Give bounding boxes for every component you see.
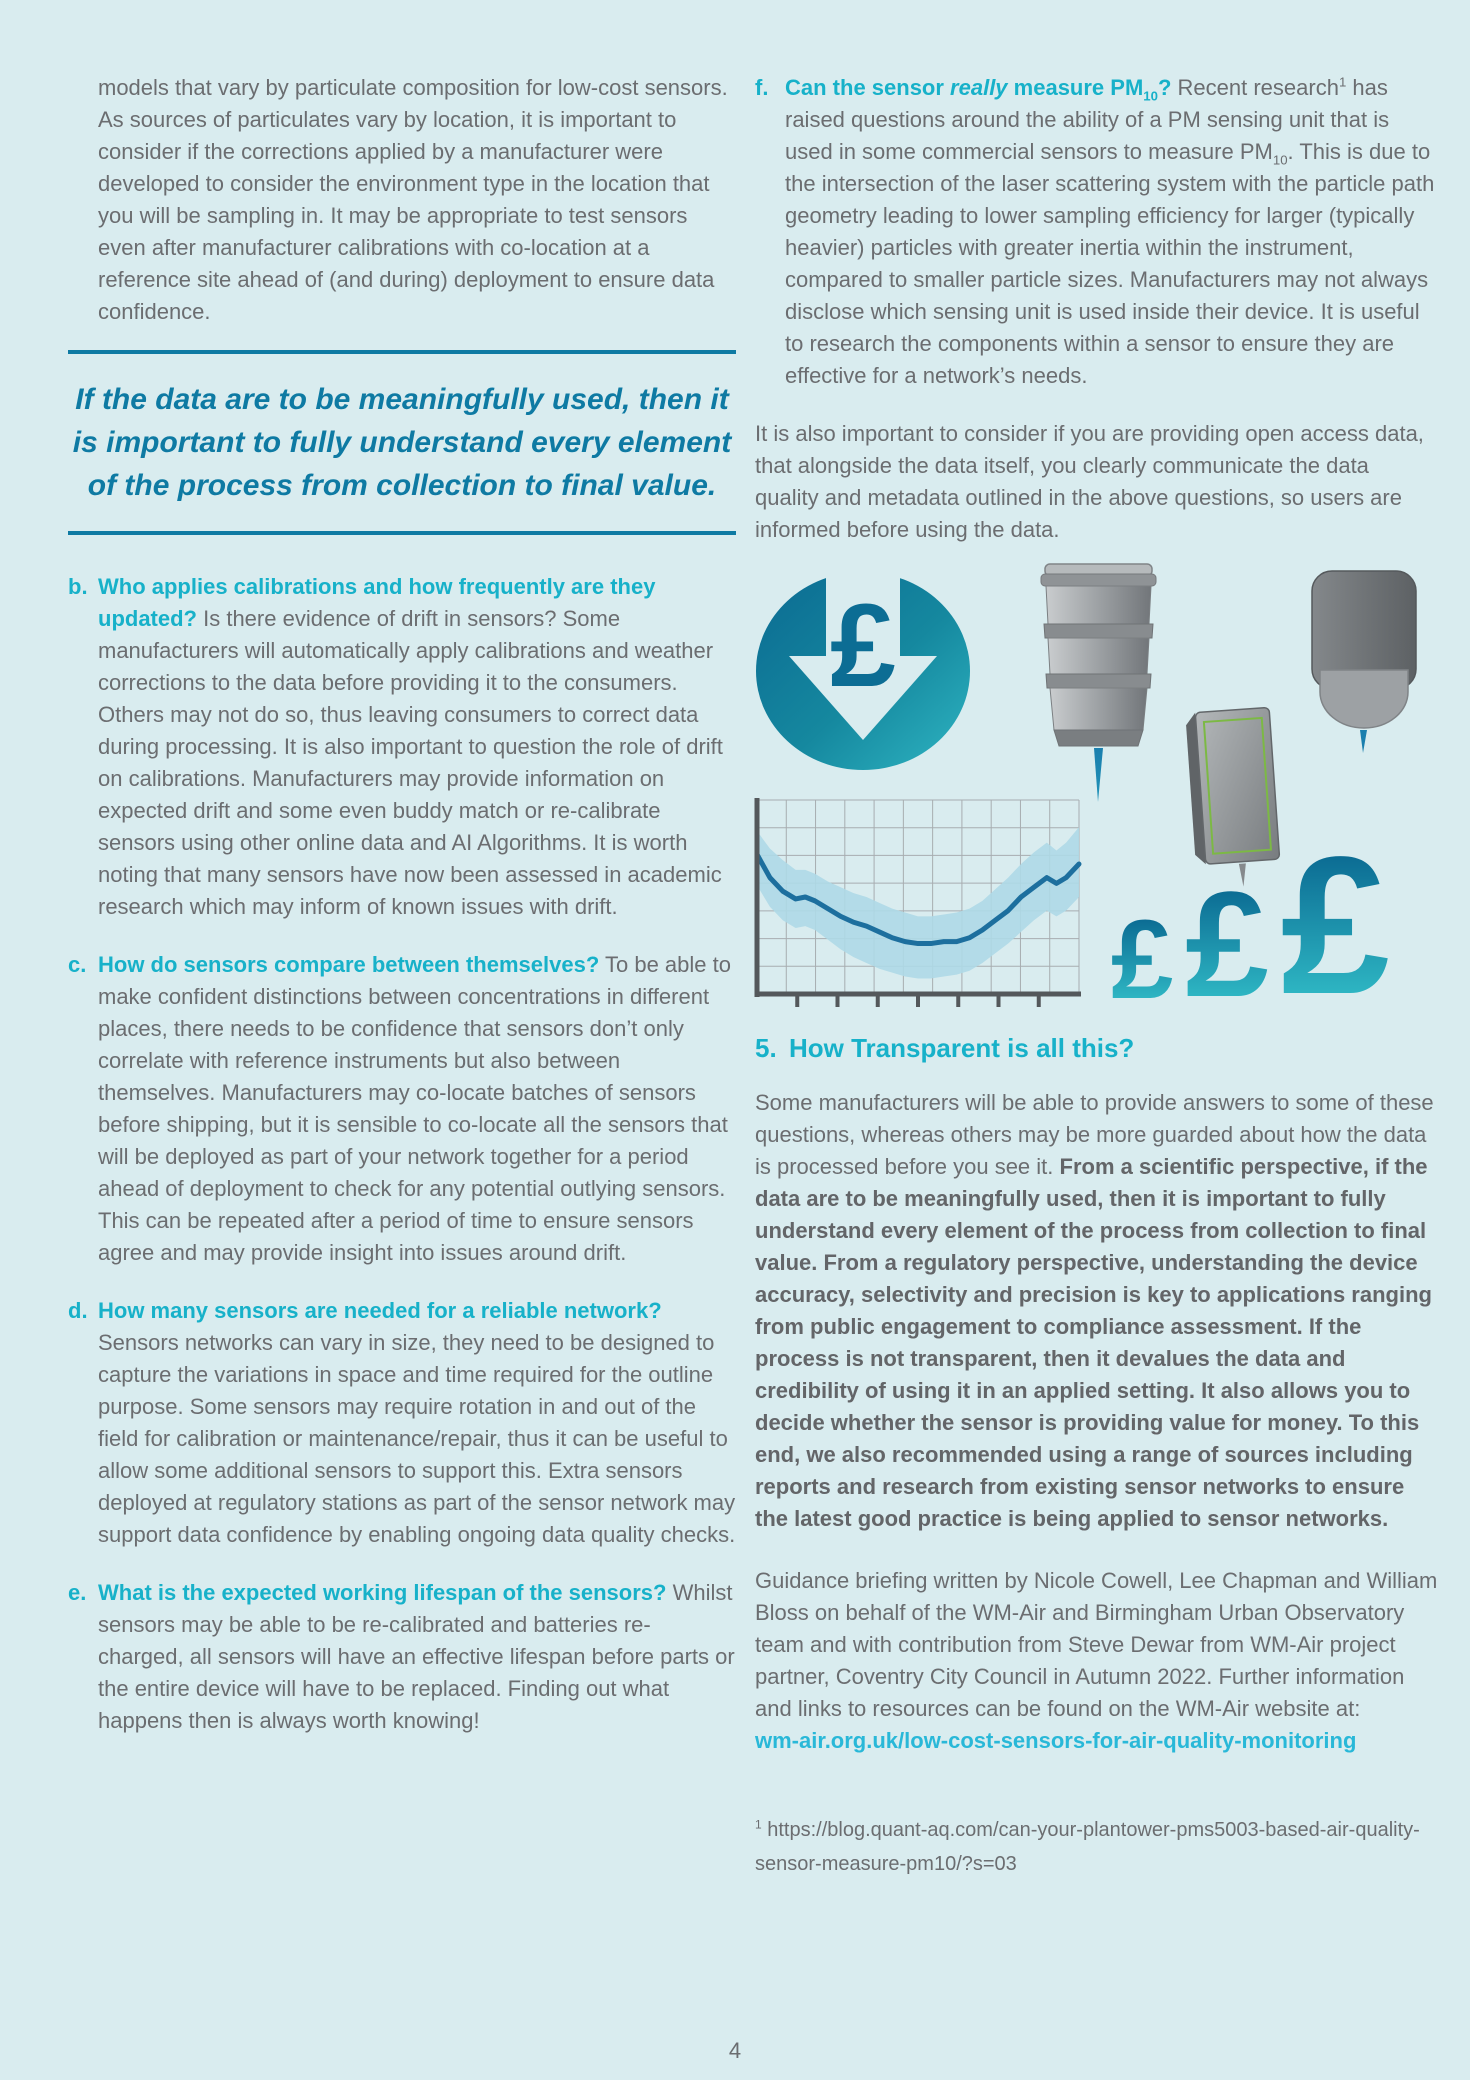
section-5-body: Some manufacturers will be able to provide answers to some of these questions, whereas others may be more guarded about how the data is processed before you see it. From a scientific perspective, if the data are to be meaningfully used, then it is important to fully understand every element of the process from collection to final value. From a regulatory perspective, understanding the device accuracy, selectivity and precision is key to applications ranging from public engagement to compliance assessment. If the process is not transparent, then it devalues the data and credibility of using it in an applied setting. It also allows you to decide whether the sensor is providing value for money. To this end, we also recommended using a range of sources including reports and research from existing sensor networks to ensure the latest good practice is being applied to sensor networks. bbox=[755, 1089, 1434, 1531]
item-body: Recent research$^1$ has raised questions around the ability of a PM sensing unit that is used in some commercial sensors to measure $PM_{10}$. This is due to the intersection of the laser scattering system with the particle path geometry leading to lower sampling efficiency for larger (typically heavier) particles with greater inertia within the instrument, compared to smaller particle sizes. Manufacturers may not always disclose which sensing unit is used inside their device. It is useful to research the components within a sensor to ensure they are effective for a network’s needs. bbox=[785, 74, 1435, 388]
list-item-b bbox=[68, 571, 736, 923]
pound-symbols-group bbox=[1111, 816, 1390, 1036]
item-body: Whilst sensors may be able to be re-calibrated and batteries re-charged, all sensors will have an effective lifespan before parts or the entire device will have to be replaced. Finding out what happens then is always worth knowing! bbox=[98, 1580, 735, 1733]
item-heading: How many sensors are needed for a reliable network? bbox=[98, 1298, 662, 1323]
item-body: Sensors networks can vary in size, they need to be designed to capture the variations in space and time required for the outline purpose. Some sensors may require rotation in and out of the field for calibration or maintenance/repair, thus it can be useful to allow some additional sensors to support this. Extra sensors deployed at regulatory stations as part of the sensor network may support data confidence by enabling ongoing data quality checks. bbox=[98, 1330, 736, 1547]
item-marker: b. bbox=[68, 574, 88, 599]
sensor-spike bbox=[1360, 730, 1367, 753]
pound-sign: £ bbox=[830, 580, 896, 712]
item-marker: c. bbox=[68, 952, 87, 977]
footnote-number: 1 bbox=[755, 1816, 762, 1831]
pound-price-drop-icon bbox=[753, 570, 973, 772]
item-body: Is there evidence of drift in sensors? Some manufacturers will automatically apply calibrations and weather corrections to the data before providing it to the consumers. Others may not do so, thus leaving consumers to correct data during processing. It is also important to question the role of drift on calibrations. Manufacturers may provide information on expected drift and some even buddy match or re-calibrate sensors using other online data and AI Algorithms. It is worth noting that many sensors have now been assessed in academic research which may inform of known issues with drift. bbox=[98, 606, 723, 919]
item-heading: What is the expected working lifespan of the sensors? bbox=[98, 1580, 667, 1605]
item-marker: f. bbox=[755, 75, 769, 100]
pull-quote-top-rule bbox=[68, 350, 736, 354]
sensor-spike bbox=[1094, 748, 1103, 802]
credits-paragraph: Guidance briefing written by Nicole Cowell, Lee Chapman and William Bloss on behalf of the WM-Air and Birmingham Urban Observatory team and with contribution from Steve Dewar from WM-Air project partner, Coventry City Council in Autumn 2022. Further information and links to resources can be found on the WM-Air website at: bbox=[755, 1567, 1438, 1721]
list-item-d bbox=[68, 1295, 736, 1551]
open-data-paragraph: It is also important to consider if you are providing open access data, that alongside the data itself, you clearly communicate the data quality and metadata outlined in the above questions, so users are informed before using the data. bbox=[755, 421, 1424, 542]
list-item-c bbox=[68, 949, 736, 1269]
left-column bbox=[68, 72, 736, 1737]
pull-quote: If the data are to be meaningfully used, then it is important to fully understand every element of the process from collection to final value. bbox=[72, 383, 732, 502]
intro-paragraph: models that vary by particulate composition for low-cost sensors. As sources of particulates vary by location, it is important to consider if the corrections applied by a manufacturer were developed to consider the environment type in the location that you will be sampling in. It may be appropriate to test sensors even after manufacturer calibrations with co-location at a reference site ahead of (and during) deployment to ensure data confidence. bbox=[98, 75, 728, 324]
item-heading: Who applies calibrations and how frequently are they updated? bbox=[98, 574, 656, 631]
footnote: $^1$ https://blog.quant-aq.com/can-your-plantower-pms5003-based-air-quality-sensor-measure-pm10/?s=03 bbox=[755, 1816, 1420, 1875]
right-column bbox=[755, 72, 1438, 1881]
item-body: To be able to make confident distinctions between concentrations in different places, there needs to be confidence that sensors don’t only correlate with reference instruments but also between themselves. Manufacturers may co-locate batches of sensors before shipping, but it is sensible to co-locate all the sensors that will be deployed as part of your network together for a period ahead of deployment to check for any potential outlying sensors. This can be repeated after a period of time to ensure sensors agree and may provide insight into issues around drift. bbox=[98, 952, 731, 1265]
link-line bbox=[755, 1725, 1438, 1757]
sensor-data-chart bbox=[751, 796, 1085, 1011]
section-5-heading: 5. How Transparent is all this? bbox=[755, 1033, 1135, 1063]
pull-quote-bottom-rule bbox=[68, 531, 736, 535]
list-item-e bbox=[68, 1577, 736, 1737]
item-marker: d. bbox=[68, 1298, 88, 1323]
cylinder-sensor-icon bbox=[1035, 562, 1162, 802]
pound-symbol-large: £ bbox=[1280, 816, 1390, 1036]
item-heading: Can the sensor really measure $PM_{10}$? bbox=[785, 75, 1172, 104]
illustration-panel bbox=[755, 562, 1438, 1036]
list-item-f bbox=[755, 72, 1438, 392]
pound-symbol-small: £ bbox=[1111, 896, 1174, 1022]
wm-air-link[interactable]: wm-air.org.uk/low-cost-sensors-for-air-quality-monitoring bbox=[755, 1727, 1357, 1753]
page-number: 4 bbox=[728, 2038, 742, 2063]
rounded-sensor-icon bbox=[1307, 568, 1422, 753]
footnote-ref: 1 bbox=[1338, 74, 1347, 90]
pound-symbol-medium: £ bbox=[1185, 860, 1269, 1028]
item-marker: e. bbox=[68, 1580, 87, 1605]
item-heading: How do sensors compare between themselves? bbox=[98, 952, 600, 977]
